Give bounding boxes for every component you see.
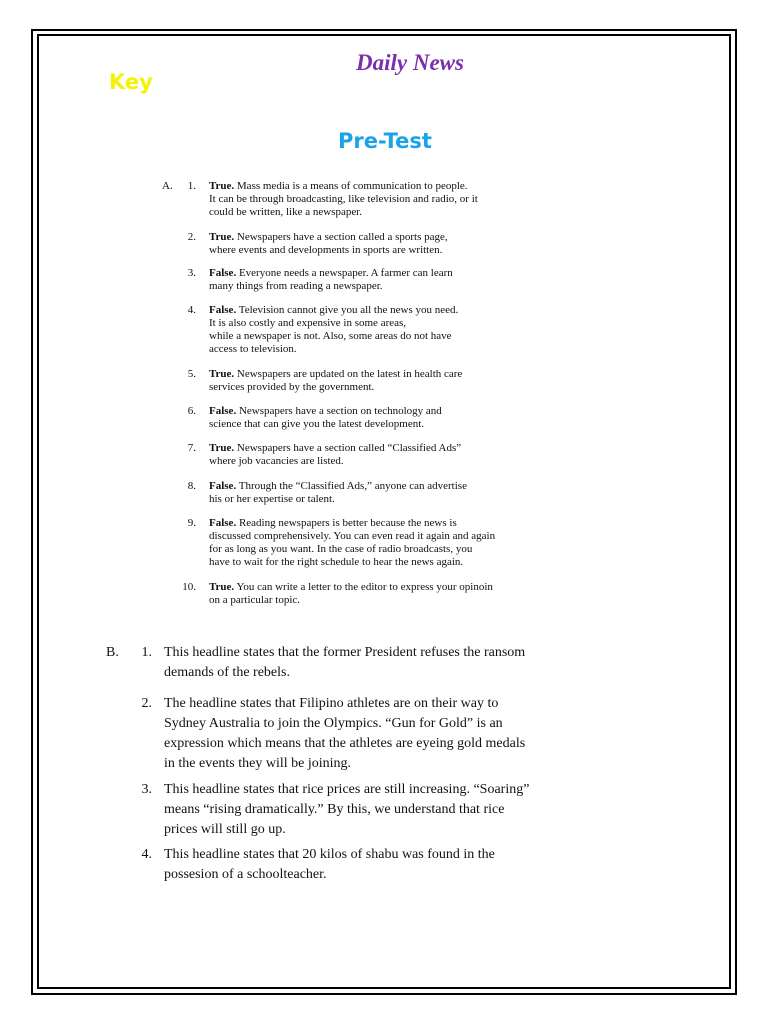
item-number: 8. bbox=[187, 480, 196, 492]
item-text bbox=[209, 405, 569, 431]
item-line bbox=[209, 581, 569, 594]
pretest-heading: Pre-Test bbox=[338, 129, 432, 153]
line-text: science that can give you the latest development. bbox=[209, 418, 425, 430]
item-number: 5. bbox=[187, 368, 196, 380]
document-title: Daily News bbox=[356, 50, 464, 75]
item-line bbox=[209, 343, 569, 356]
section-letter: A. bbox=[162, 180, 173, 192]
line-text: Newspapers have a section called “Classified Ads” bbox=[236, 442, 462, 454]
line-text: You can write a letter to the editor to express your opinoin bbox=[236, 581, 493, 593]
item-text bbox=[209, 304, 569, 356]
item-line bbox=[209, 231, 569, 244]
section-letter: B. bbox=[106, 645, 119, 660]
item-number: 1. bbox=[187, 180, 196, 192]
line-text: Everyone needs a newspaper. A farmer can learn bbox=[238, 267, 453, 279]
item-line bbox=[209, 317, 569, 330]
item-line bbox=[209, 442, 569, 455]
answer-verdict: True. bbox=[209, 368, 235, 380]
item-line bbox=[209, 206, 569, 219]
item-line bbox=[209, 180, 569, 193]
answer-verdict: False. bbox=[209, 517, 237, 529]
item-number: 4. bbox=[141, 847, 152, 862]
item-line bbox=[209, 480, 569, 493]
item-text bbox=[209, 231, 569, 257]
answer-verdict: True. bbox=[209, 442, 235, 454]
line-text: discussed comprehensively. You can even read it again and again bbox=[209, 530, 496, 542]
line-text: Mass media is a means of communication to people. bbox=[236, 180, 468, 192]
item-line bbox=[209, 304, 569, 317]
item-text bbox=[209, 517, 569, 569]
line-text: where events and developments in sports are written. bbox=[209, 244, 443, 256]
item-number: 10. bbox=[182, 581, 196, 593]
item-text bbox=[164, 694, 594, 774]
item-number: 7. bbox=[187, 442, 196, 454]
item-text bbox=[209, 267, 569, 293]
line-text: where job vacancies are listed. bbox=[209, 455, 344, 467]
item-number: 3. bbox=[141, 782, 152, 797]
item-line bbox=[209, 193, 569, 206]
answer-verdict: False. bbox=[209, 405, 237, 417]
item-text bbox=[164, 643, 594, 683]
item-number: 3. bbox=[187, 267, 196, 279]
item-line bbox=[209, 418, 569, 431]
item-line: prices will still go up. bbox=[164, 822, 286, 837]
item-text bbox=[209, 480, 569, 506]
line-text: Reading newspapers is better because the news is bbox=[238, 517, 457, 529]
item-text bbox=[209, 442, 569, 468]
item-line bbox=[209, 267, 569, 280]
answer-verdict: False. bbox=[209, 267, 237, 279]
item-line bbox=[209, 280, 569, 293]
item-line bbox=[209, 244, 569, 257]
line-text: Newspapers have a section on technology and bbox=[238, 405, 442, 417]
item-number: 2. bbox=[141, 696, 152, 711]
line-text: It is also costly and expensive in some areas, bbox=[209, 317, 407, 329]
line-text: his or her expertise or talent. bbox=[209, 493, 335, 505]
item-line: means “rising dramatically.” By this, we understand that rice bbox=[164, 802, 505, 817]
item-text bbox=[164, 845, 594, 885]
answer-verdict: True. bbox=[209, 180, 235, 192]
item-line: This headline states that 20 kilos of shabu was found in the bbox=[164, 847, 495, 862]
item-text bbox=[209, 180, 569, 219]
line-text: could be written, like a newspaper. bbox=[209, 206, 363, 218]
item-line bbox=[209, 530, 569, 543]
answer-verdict: True. bbox=[209, 581, 235, 593]
item-line bbox=[209, 330, 569, 343]
line-text: Television cannot give you all the news you need. bbox=[238, 304, 459, 316]
item-line bbox=[209, 405, 569, 418]
item-line bbox=[209, 381, 569, 394]
item-number: 2. bbox=[187, 231, 196, 243]
line-text: have to wait for the right schedule to hear the news again. bbox=[209, 556, 464, 568]
line-text: many things from reading a newspaper. bbox=[209, 280, 383, 292]
key-label: Key bbox=[109, 70, 153, 94]
item-line bbox=[209, 556, 569, 569]
item-line: in the events they will be joining. bbox=[164, 756, 352, 771]
item-text bbox=[209, 581, 569, 607]
answer-verdict: True. bbox=[209, 231, 235, 243]
item-line: demands of the rebels. bbox=[164, 665, 290, 680]
line-text: It can be through broadcasting, like television and radio, or it bbox=[209, 193, 478, 205]
item-line bbox=[209, 594, 569, 607]
item-line: This headline states that rice prices are still increasing. “Soaring” bbox=[164, 782, 530, 797]
item-text bbox=[209, 368, 569, 394]
item-number: 6. bbox=[187, 405, 196, 417]
item-line bbox=[209, 517, 569, 530]
line-text: access to television. bbox=[209, 343, 297, 355]
line-text: Newspapers have a section called a sports page, bbox=[236, 231, 448, 243]
item-line bbox=[209, 543, 569, 556]
item-line: This headline states that the former President refuses the ransom bbox=[164, 645, 526, 660]
item-number: 4. bbox=[187, 304, 196, 316]
answer-verdict: False. bbox=[209, 304, 237, 316]
line-text: for as long as you want. In the case of radio broadcasts, you bbox=[209, 543, 473, 555]
answer-verdict: False. bbox=[209, 480, 237, 492]
item-line: expression which means that the athletes are eyeing gold medals bbox=[164, 736, 526, 751]
line-text: services provided by the government. bbox=[209, 381, 375, 393]
item-text bbox=[164, 780, 594, 840]
item-line bbox=[209, 368, 569, 381]
line-text: on a particular topic. bbox=[209, 594, 301, 606]
item-line: Sydney Australia to join the Olympics. “Gun for Gold” is an bbox=[164, 716, 503, 731]
line-text: while a newspaper is not. Also, some areas do not have bbox=[209, 330, 452, 342]
item-number: 9. bbox=[187, 517, 196, 529]
line-text: Newspapers are updated on the latest in health care bbox=[236, 368, 463, 380]
item-line: The headline states that Filipino athletes are on their way to bbox=[164, 696, 499, 711]
line-text: Through the “Classified Ads,” anyone can advertise bbox=[238, 480, 467, 492]
item-line: possesion of a schoolteacher. bbox=[164, 867, 327, 882]
item-line bbox=[209, 455, 569, 468]
item-line bbox=[209, 493, 569, 506]
item-number: 1. bbox=[141, 645, 152, 660]
